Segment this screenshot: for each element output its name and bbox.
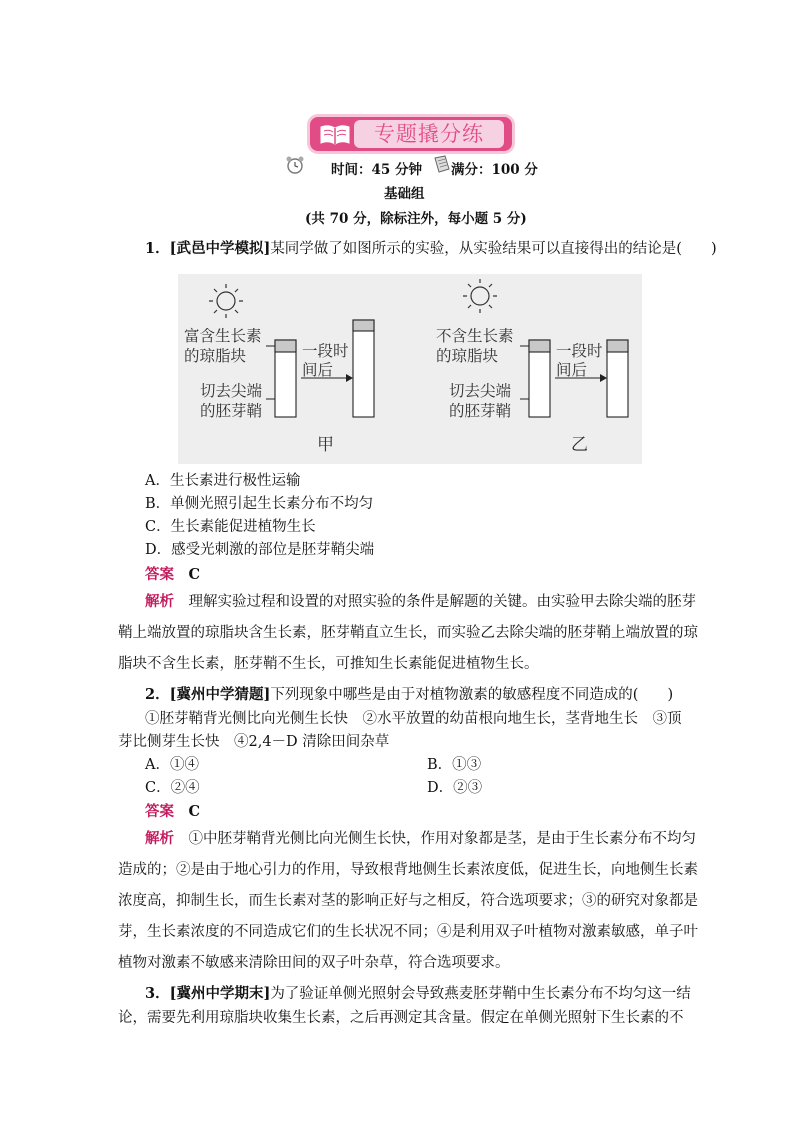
fig-left-top-label-1: 富含生长素: [184, 327, 262, 345]
q2-option-a: A．①④: [145, 757, 199, 773]
question-1-source: 1．[武邑中学模拟]: [145, 240, 271, 257]
q1-answer-value: C: [188, 566, 201, 583]
fig-right-caption: 乙: [571, 435, 588, 455]
fig-right-bottom-label-2: 的胚芽鞘: [449, 402, 512, 420]
q2-option-c: C．②④: [145, 780, 200, 796]
question-2-stem: [145, 686, 673, 704]
q2-items-line-2: 芽比侧芽生长快 ④2,4－D 清除田间杂草: [118, 734, 390, 750]
fig-left-arrow-label-1: 一段时: [302, 342, 349, 360]
coleoptile-left-after: [353, 320, 374, 417]
q2-answer-value: C: [188, 803, 201, 820]
fig-right-top-label-2: 的琼脂块: [436, 347, 499, 365]
alarm-clock-icon: [285, 155, 305, 175]
fig-left-caption: 甲: [317, 435, 334, 455]
full-score: 满分：100 分: [451, 162, 538, 178]
section-note: (共 70 分，除标注外，每小题 5 分): [305, 211, 527, 227]
banner-title: 专题撬分练: [354, 120, 504, 148]
fig-left-bottom-label-2: 的胚芽鞘: [200, 402, 263, 420]
q2-analysis-line-4: 芽，生长素浓度的不同造成它们的生长状况不同；④是利用双子叶植物对激素敏感，单子叶: [118, 924, 698, 940]
q2-items-line-1: ①胚芽鞘背光侧比向光侧生长快 ②水平放置的幼苗根向地生长，茎背地生长 ③顶: [145, 711, 682, 727]
question-1-text: 某同学做了如图所示的实验，从实验结果可以直接得出的结论是( ): [270, 241, 717, 257]
q1-analysis-line-1: [145, 593, 696, 611]
agar-block-left-before: [275, 340, 296, 352]
sun-icon-right: [463, 279, 497, 313]
question-2-source: 2．[冀州中学猜题]: [145, 686, 271, 703]
experiment-figure: [178, 274, 642, 464]
fig-right-arrow-label-2: 间后: [556, 361, 588, 379]
question-2-text: 下列现象中哪些是由于对植物激素的敏感程度不同造成的( ): [270, 687, 674, 703]
time-limit: 时间：45 分钟: [331, 162, 422, 178]
question-3-text-1: 为了验证单侧光照射会导致燕麦胚芽鞘中生长素分布不均匀这一结: [270, 986, 691, 1002]
q1-option-b: B．单侧光照引起生长素分布不均匀: [145, 496, 374, 512]
question-3-line-2: 论，需要先利用琼脂块收集生长素，之后再测定其含量。假定在单侧光照射下生长素的不: [118, 1010, 684, 1026]
q1-option-c: C．生长素能促进植物生长: [145, 519, 316, 535]
q2-analysis-line-3: 浓度高，抑制生长，而生长素对茎的影响正好与之相反，符合选项要求；③的研究对象都是: [118, 893, 698, 909]
question-1-stem: [145, 240, 717, 258]
sun-icon-left: [209, 284, 243, 318]
q2-analysis-text-1: ①中胚芽鞘背光侧比向光侧生长快，作用对象都是茎，是由于生长素分布不均匀: [188, 831, 696, 847]
fig-left-arrow-label-2: 间后: [302, 361, 334, 379]
q1-answer: [145, 566, 200, 584]
fig-left-top-label-2: 的琼脂块: [184, 347, 247, 365]
answer-tag: 答案: [145, 566, 174, 583]
q1-option-d: D．感受光刺激的部位是胚芽鞘尖端: [145, 542, 375, 558]
agar-block-right-after: [607, 340, 628, 352]
fig-right-arrow-label-1: 一段时: [556, 342, 603, 360]
q2-option-b: B．①③: [427, 757, 482, 773]
q2-analysis-line-5: 植物对激素不敏感来清除田间的双子叶杂草，符合选项要求。: [118, 955, 510, 971]
analysis-tag: 解析: [145, 830, 174, 847]
q1-option-a: A．生长素进行极性运输: [145, 473, 301, 489]
analysis-tag: 解析: [145, 593, 174, 610]
agar-block-left-after: [353, 320, 374, 331]
agar-block-right-before: [529, 340, 550, 352]
q2-option-d: D．②③: [427, 780, 483, 796]
fig-right-top-label-1: 不含生长素: [436, 327, 514, 345]
experiment-diagram: [178, 274, 642, 464]
question-3-line-1: [145, 985, 691, 1003]
question-3-source: 3．[冀州中学期末]: [145, 985, 271, 1002]
q1-analysis-line-3: 脂块不含生长素，胚芽鞘不生长，可推知生长素能促进植物生长。: [118, 656, 539, 672]
q2-answer: [145, 803, 200, 821]
q1-analysis-text-1: 理解实验过程和设置的对照实验的条件是解题的关键。由实验甲去除尖端的胚芽: [188, 594, 696, 610]
q1-analysis-line-2: 鞘上端放置的琼脂块含生长素，胚芽鞘直立生长，而实验乙去除尖端的胚芽鞘上端放置的琼: [118, 625, 698, 641]
paper-score-icon: [432, 154, 452, 174]
section-banner: [310, 117, 512, 151]
q2-analysis-line-2: 造成的；②是由于地心引力的作用，导致根背地侧生长素浓度低，促进生长，向地侧生长素: [118, 862, 698, 878]
answer-tag: 答案: [145, 803, 174, 820]
open-book-icon: [319, 123, 351, 145]
q2-analysis-line-1: [145, 830, 696, 848]
fig-left-bottom-label-1: 切去尖端: [200, 382, 263, 400]
section-heading: 基础组: [384, 186, 425, 202]
fig-right-bottom-label-1: 切去尖端: [449, 382, 512, 400]
